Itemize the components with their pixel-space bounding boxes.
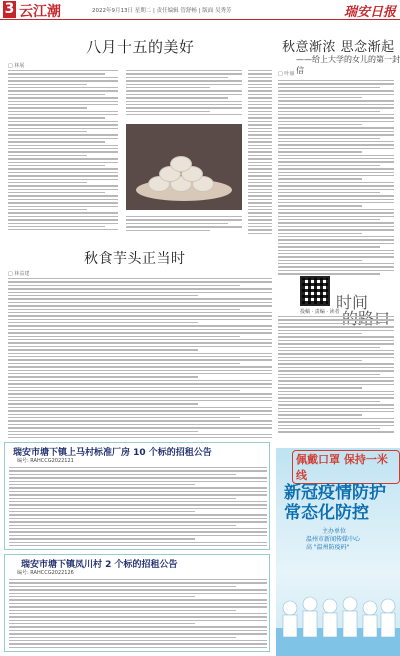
article-byline-harvest: □ 林益建: [8, 271, 30, 277]
newspaper-brand: 瑞安日报: [343, 5, 396, 20]
ad-box-2: [4, 554, 270, 652]
article-text-mooncake-col3: [248, 70, 272, 234]
qr-code: [300, 276, 330, 306]
article-text-autumn-col1: [278, 80, 394, 276]
covid-illustration: [276, 568, 400, 656]
article-text-side: [278, 316, 394, 438]
article-title-autumn: 秋意渐浓 思念渐起: [282, 40, 395, 55]
covid-sub-1: 温州市新闻传媒中心: [306, 536, 361, 543]
ad-1-title: 瑞安市塘下镇上马村标准厂房 10 个标的招租公告: [13, 448, 212, 458]
article-subtitle-autumn: ——给上大学的女儿的第一封信: [296, 55, 400, 75]
ad-2-number: 编号: RAHCCG2022126: [17, 570, 74, 576]
article-title-harvest: 秋食芋头正当时: [84, 251, 186, 267]
qr-caption: 投稿 · 责编 · 读者: [300, 309, 340, 315]
page-header: [0, 0, 400, 20]
ad-2-title: 瑞安市塘下镇凤川村 2 个标的招租公告: [21, 560, 178, 570]
page-number: 3: [4, 1, 15, 17]
article-text-mooncake-col1: [8, 70, 118, 230]
ad-1-number: 编号: RAHCCG2022121: [17, 458, 74, 464]
section-title: 云江潮: [19, 4, 61, 20]
article-text-mooncake-col2-bottom: [126, 216, 242, 232]
covid-headline-1: 新冠疫情防护: [284, 483, 386, 503]
covid-headline-2: 常态化防控: [284, 503, 369, 523]
side-feature-title-line1: 时间: [336, 293, 369, 312]
article-text-harvest: [8, 278, 272, 438]
mooncake-photo: [126, 124, 242, 210]
article-title-mooncake: 八月十五的美好: [86, 38, 195, 56]
covid-tag: 佩戴口罩 保持一米线: [292, 450, 400, 484]
covid-psa-panel: [276, 448, 400, 656]
ad-box-1: [4, 442, 270, 550]
article-byline-mooncake: □ 林展: [8, 63, 25, 69]
covid-org: 主办单位: [322, 528, 347, 535]
article-text-mooncake-col2-top: [126, 70, 242, 120]
issue-meta: 2022年9月13日 星期二 | 责任编辑 管舒畅 | 版面 吴秀芳: [92, 8, 232, 14]
article-byline-autumn: □ 叶丽: [278, 71, 295, 77]
covid-sub-2: 高 "温州防疫码": [306, 544, 350, 551]
